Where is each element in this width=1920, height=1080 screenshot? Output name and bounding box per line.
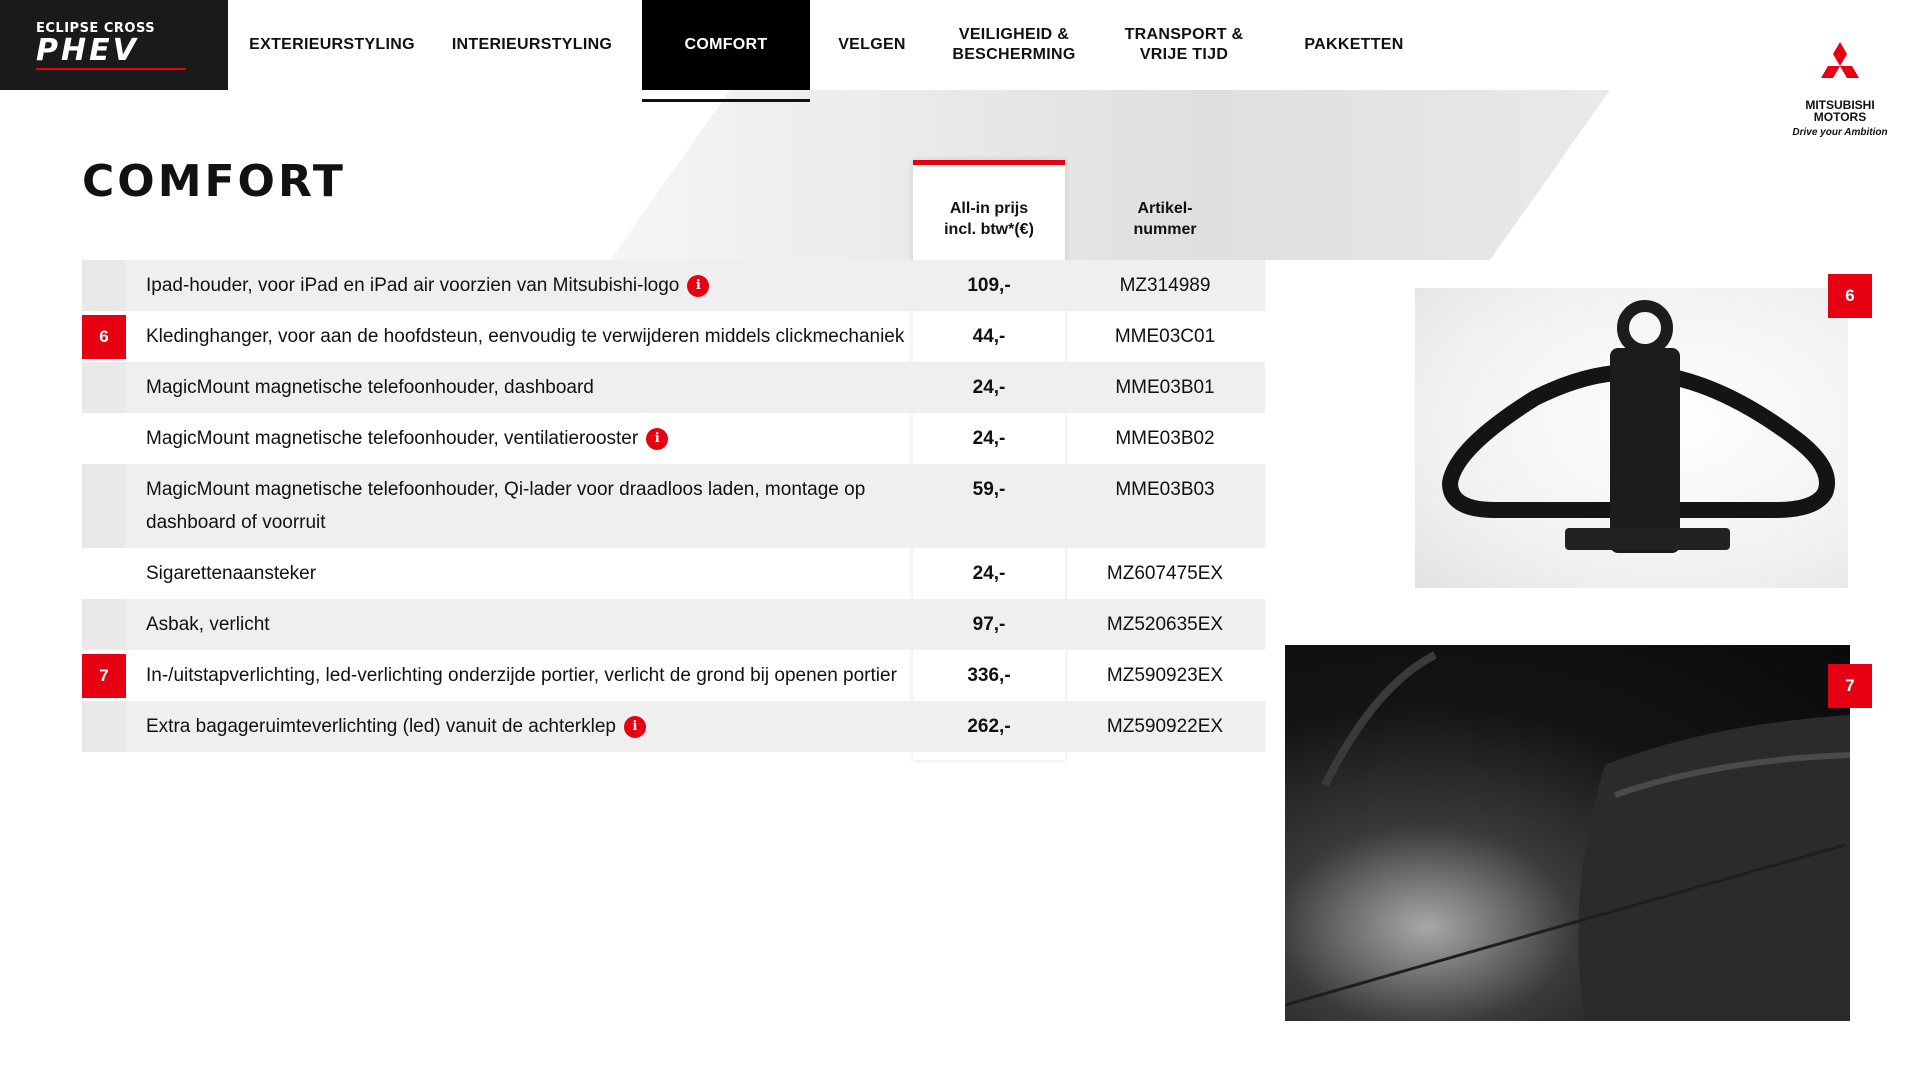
row-marker [82,464,126,548]
model-logo[interactable] [0,0,228,90]
row-article-number: MZ607475EX [1106,563,1224,584]
table-row [82,650,1265,701]
mitsubishi-logo [1780,42,1900,138]
info-icon[interactable]: i [687,275,709,297]
table-row [82,548,1265,599]
row-price: 24,- [913,362,1065,404]
logo-line1: ECLIPSE CROSS [36,20,156,36]
row-marker [82,311,126,362]
row-description-text: In-/uitstapverlichting, led-verlichting onderzijde portier, verlicht de grond bij openen portier [146,665,897,686]
tab-exterieurstyling[interactable]: EXTERIEURSTYLING [249,36,415,53]
brand-name-line1: MITSUBISHI [1805,98,1875,112]
tab-velgen[interactable]: VELGEN [838,36,906,53]
row-marker [82,362,126,413]
row-description [126,464,913,548]
table-row [82,599,1265,650]
row-article-number: MZ590922EX [1106,716,1224,737]
row-price: 59,- [913,464,1065,506]
row-marker [82,701,126,752]
row-description-text: Sigarettenaansteker [146,563,317,584]
table-row [82,260,1265,311]
row-description-text: MagicMount magnetische telefoonhouder, dashboard [146,377,594,398]
tab-interieurstyling[interactable]: INTERIEURSTYLING [451,36,613,53]
coat-hanger-image [1415,288,1848,588]
row-number-badge: 7 [82,654,126,698]
row-description-text: Ipad-houder, voor iPad en iPad air voorzien van Mitsubishi-logo [146,275,680,296]
row-price: 336,- [967,665,1011,686]
accessory-table [82,260,1265,752]
tab-comfort[interactable]: COMFORT [642,0,810,90]
top-nav [0,0,1720,90]
car-door-icon [1285,645,1850,1021]
door-lighting-image [1285,645,1850,1021]
tab-transport-vrije-tijd[interactable]: TRANSPORT & VRIJE TIJD [1124,26,1244,63]
table-row [82,464,1265,548]
row-description-text: MagicMount magnetische telefoonhouder, ventilatierooster [146,428,639,449]
row-price: 262,- [913,701,1065,743]
info-icon[interactable]: i [624,716,646,738]
row-description [126,260,913,311]
row-price: 109,- [913,260,1065,302]
row-article-number: MZ520635EX [1106,614,1224,635]
row-description-text: MagicMount magnetische telefoonhouder, Qi-lader voor draadloos laden, montage op dashboard of voorruit [146,479,866,533]
article-header: Artikel- nummer [1133,200,1197,238]
row-marker [82,548,126,599]
row-description [126,599,913,650]
row-description [126,413,913,464]
row-marker [82,599,126,650]
table-row [82,413,1265,464]
logo-line2: PHEV [36,32,139,68]
row-description-text: Kledinghanger, voor aan de hoofdsteun, eenvoudig te verwijderen middels clickmechaniek [146,326,905,347]
row-description [126,701,913,752]
page-title: COMFORT [82,156,346,207]
three-diamonds-icon [1819,42,1861,90]
row-marker [82,260,126,311]
brand-tagline: Drive your Ambition [1792,127,1888,138]
row-marker [82,413,126,464]
row-price: 44,- [972,326,1006,347]
table-row [82,362,1265,413]
row-price: 97,- [913,599,1065,641]
row-description [126,362,913,413]
row-article-number: MZ590923EX [1106,665,1224,686]
info-icon[interactable]: i [646,428,668,450]
row-price: 24,- [972,428,1006,449]
row-article-number: MME03B02 [1115,428,1215,449]
coat-hanger-icon [1415,288,1848,588]
row-article-number: MME03B01 [1115,377,1215,398]
row-article-number: MZ314989 [1119,275,1211,296]
row-article-number: MME03B03 [1115,479,1215,500]
table-row [82,311,1265,362]
brand-name-line2: MOTORS [1813,110,1867,124]
tab-pakketten[interactable]: PAKKETTEN [1304,36,1404,53]
row-description-text: Asbak, verlicht [146,614,270,635]
row-article-number: MME03C01 [1114,326,1216,347]
table-row [82,701,1265,752]
row-description [126,548,913,599]
row-number-badge: 6 [82,315,126,359]
tab-veiligheid-bescherming[interactable]: VEILIGHEID & BESCHERMING [952,26,1076,63]
image-badge-6: 6 [1828,274,1872,318]
row-description [126,650,913,701]
row-description-text: Extra bagageruimteverlichting (led) vanuit de achterklep [146,716,616,737]
logo-underline [36,68,186,70]
image-badge-7: 7 [1828,664,1872,708]
row-marker [82,650,126,701]
price-header: All-in prijs incl. btw*(€) [944,200,1034,238]
row-description [126,311,913,362]
row-price: 24,- [972,563,1006,584]
